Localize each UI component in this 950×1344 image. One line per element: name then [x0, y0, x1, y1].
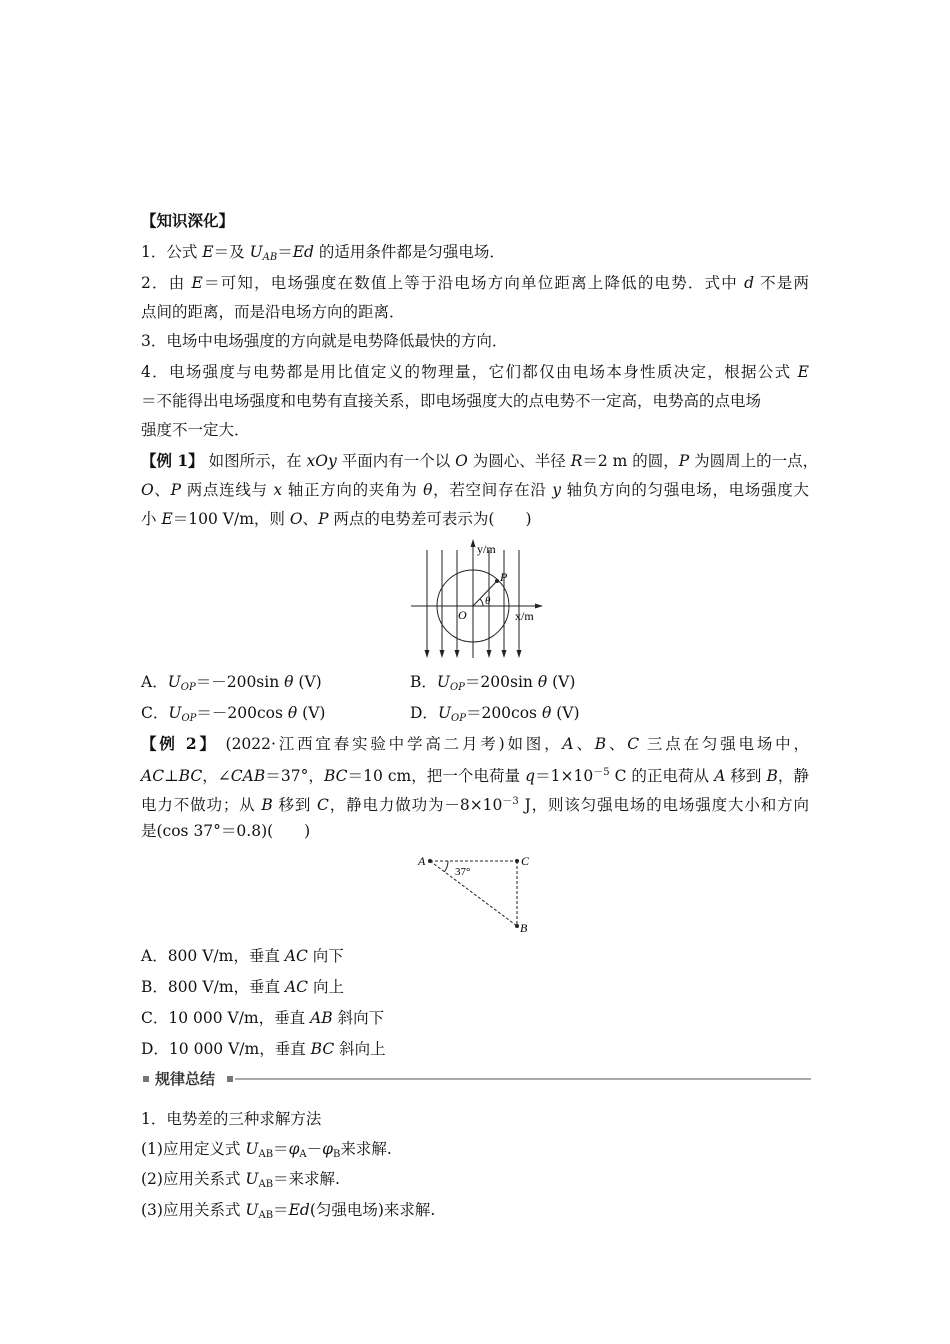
arrowhead [517, 650, 522, 658]
label-p: P [500, 570, 508, 584]
example1-stem-line2: O、P 两点连线与 x 轴正方向的夹角为 θ，若空间存在沿 y 轴负方向的匀强电场，电场强度大 [141, 481, 809, 499]
square-icon [143, 1076, 149, 1082]
x-axis-label: x/m [515, 609, 534, 623]
divider [235, 1078, 811, 1080]
example1-option-d[interactable]: D．$U_{OP}=200\cos$ θ (V) [410, 704, 580, 724]
example2-option-a[interactable]: A．800 V/m，垂直 AC 向下 [141, 947, 344, 965]
knowledge-item-4-cont: ＝不能得出电场强度和电势有直接关系，即电场强度大的点电势不一定高，电势高的点电场 [141, 392, 762, 410]
knowledge-item-1: 1．公式 E＝及 $U_{AB}=Ed$ 的适用条件都是匀强电场． [141, 243, 505, 263]
knowledge-item-2-cont: 点间的距离，而是沿电场方向的距离． [141, 303, 405, 321]
label-angle: 37° [455, 866, 471, 878]
summary-method-3: (3)应用关系式 $U_{AB}=Ed$(匀强电场)来求解. [141, 1201, 436, 1221]
summary-item-1: 1．电势差的三种求解方法 [141, 1110, 322, 1128]
example2-option-b[interactable]: B．800 V/m，垂直 AC 向上 [141, 978, 344, 996]
label-a: A [418, 854, 426, 868]
summary-heading [141, 1067, 811, 1091]
section-heading-knowledge: 【知识深化】 [141, 211, 235, 230]
summary-method-2: (2)应用关系式 $U_{AB}=$来求解. [141, 1170, 340, 1190]
y-axis-arrow [471, 539, 476, 547]
knowledge-item-3: 3．电场中电场强度的方向就是电势降低最快的方向． [141, 332, 508, 350]
example2-stem-line2: AC⊥BC，∠CAB＝37°，BC＝10 cm，把一个电荷量 $q=1\times 10^{-5}$ C 的正电荷从 A 移到 B，静 [141, 767, 809, 785]
example2-stem-line1: 【例 2】 (2022·江西宜春实验中学高二月考)如图，A、B、C 三点在匀强电场中， [141, 734, 809, 753]
example2-stem-line3: 电力不做功；从 B 移到 C，静电力做功为$-8\times 10^{-3}$ J，则该匀强电场的电场强度大小和方向 [141, 796, 809, 814]
x-axis-arrow [535, 604, 543, 609]
example2-figure [415, 850, 540, 935]
example1-stem-line3: 小 E＝100 V/m，则 O、P 两点的电势差可表示为( ) [141, 510, 532, 528]
point-a [428, 859, 432, 863]
square-icon [227, 1076, 233, 1082]
arrowhead [440, 650, 445, 658]
example1-option-b[interactable]: B．$U_{OP}=200\sin$ θ (V) [410, 673, 576, 693]
example2-stem-line4: 是(cos 37°＝0.8)( ) [141, 822, 311, 840]
summary-method-1: (1)应用定义式 $U_{AB}=\varphi_A-\varphi_B$来求解. [141, 1140, 392, 1160]
arrowhead [487, 650, 492, 658]
example1-stem-line1: 【例 1】 如图所示，在 xOy 平面内有一个以 O 为圆心、半径 R＝2 m 的圆，P 为圆周上的一点， [141, 451, 819, 470]
y-axis-label: y/m [477, 542, 496, 556]
arrowhead [425, 650, 430, 658]
example1-figure [405, 538, 545, 663]
label-theta: θ [485, 595, 491, 607]
example2-option-c[interactable]: C．10 000 V/m，垂直 AB 斜向下 [141, 1009, 385, 1027]
angle-arc [444, 861, 448, 872]
example2-option-d[interactable]: D．10 000 V/m，垂直 BC 斜向上 [141, 1040, 386, 1058]
label-c: C [521, 854, 530, 868]
example1-option-a[interactable]: A．$U_{OP}=-200\sin$ θ (V) [141, 673, 322, 693]
label-b: B [520, 921, 528, 935]
example1-option-c[interactable]: C．$U_{OP}=-200\cos$ θ (V) [141, 704, 326, 724]
angle-arc [480, 599, 483, 606]
summary-title: 规律总结 [155, 1070, 216, 1088]
arrowhead [502, 650, 507, 658]
arrowhead [455, 650, 460, 658]
knowledge-item-4-cont2: 强度不一定大． [141, 421, 250, 439]
point-c [515, 859, 519, 863]
knowledge-item-4: 4．电场强度与电势都是用比值定义的物理量，它们都仅由电场本身性质决定，根据公式 E [141, 363, 809, 381]
point-p [495, 579, 499, 583]
point-b [515, 924, 519, 928]
segment-ab [430, 861, 517, 926]
label-o: O [458, 608, 467, 622]
knowledge-item-2: 2．由 E＝可知，电场强度在数值上等于沿电场方向单位距离上降低的电势．式中 d 不是两 [141, 274, 809, 292]
